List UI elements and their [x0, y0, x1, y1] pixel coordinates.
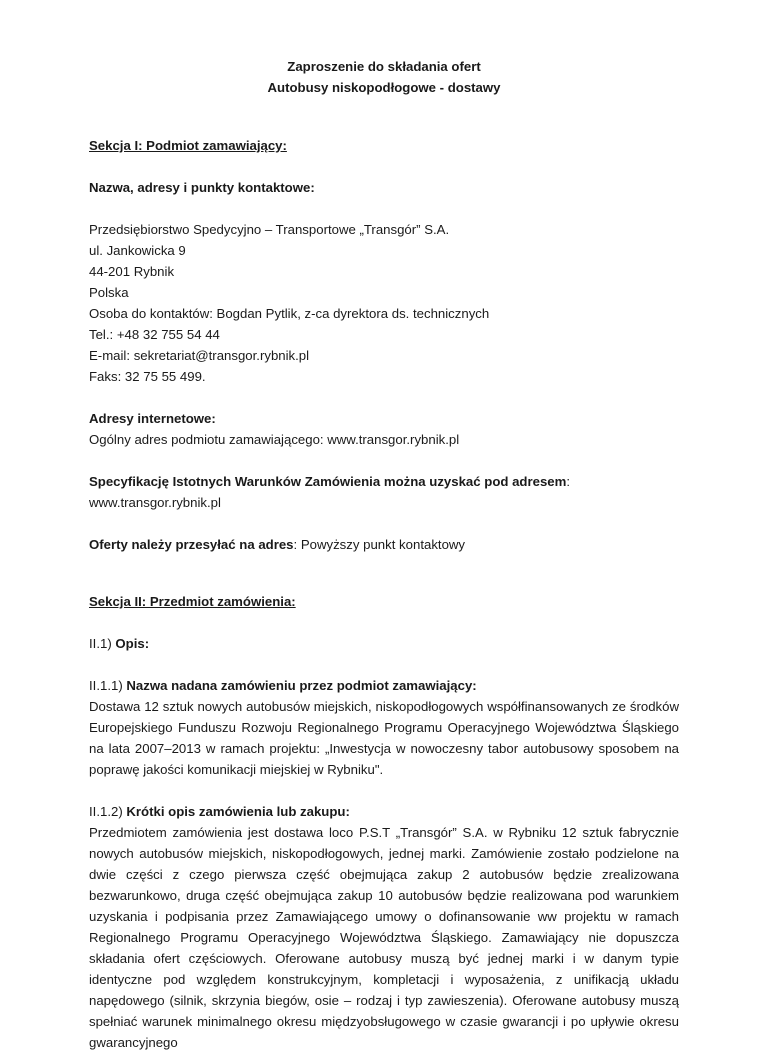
- contacts-heading: Nazwa, adresy i punkty kontaktowe:: [89, 180, 315, 195]
- opis-label: Opis:: [115, 636, 150, 651]
- document-body: [89, 56, 679, 1053]
- desc-number: II.1.2): [89, 804, 127, 819]
- address-line: 44-201 Rybnik: [89, 264, 175, 279]
- internet-text: Ogólny adres podmiotu zamawiającego: www.transgor.rybnik.pl: [89, 432, 460, 447]
- desc-heading-line: [89, 801, 679, 822]
- title-line-2: Autobusy niskopodłogowe - dostawy: [267, 80, 501, 95]
- siwz-value: : www.transgor.rybnik.pl: [89, 474, 571, 510]
- section-1-heading: Sekcja I: Podmiot zamawiający:: [89, 138, 287, 153]
- name-label: Nazwa nadana zamówieniu przez podmiot zamawiający:: [126, 678, 477, 693]
- address-line: ul. Jankowicka 9: [89, 243, 186, 258]
- opis-number: II.1): [89, 636, 116, 651]
- section-2-heading: Sekcja II: Przedmiot zamówienia:: [89, 594, 296, 609]
- address-line: Polska: [89, 285, 129, 300]
- desc-label: Krótki opis zamówienia lub zakupu:: [126, 804, 350, 819]
- contact-address-block: [89, 219, 679, 387]
- offers-value: : Powyższy punkt kontaktowy: [293, 537, 466, 552]
- siwz-label: Specyfikację Istotnych Warunków Zamówienia można uzyskać pod adresem: [89, 474, 567, 489]
- opis-line: [89, 633, 679, 654]
- name-paragraph: Dostawa 12 sztuk nowych autobusów miejskich, niskopodłogowych współfinansowanych ze środków Europejskiego Funduszu Rozwoju Regionalnego Programu Operacyjnego Województwa Śląskiego na lata 2007–2013 w ramach projektu: „Inwestycja w nowoczesny tabor autobusowy sposobem na poprawę jakości komunikacji miejskiej w Rybniku".: [89, 699, 679, 777]
- address-line: Przedsiębiorstwo Spedycyjno – Transportowe „Transgór” S.A.: [89, 222, 450, 237]
- address-line: Tel.: +48 32 755 54 44: [89, 327, 220, 342]
- document-title: [89, 56, 679, 98]
- name-number: II.1.1): [89, 678, 127, 693]
- desc-paragraph: Przedmiotem zamówienia jest dostawa loco P.S.T „Transgór” S.A. w Rybniku 12 sztuk fabrycznie nowych autobusów miejskich, niskopodłogowych, jednej marki. Zamówienie zostało podzielone na dwie części z czego pierwsza część obejmująca zakup 2 autobusów będzie zrealizowana bezwarunkowo, druga część obejmująca zakup 10 autobusów będzie realizowana pod warunkiem uzyskania i podpisania przez Zamawiającego umowy o dofinansowanie ww projektu w ramach Regionalnego Programu Operacyjnego Województwa Śląskiego. Zamawiający nie dopuszcza składania ofert częściowych. Oferowane autobusy muszą być jednej marki i w danym typie identyczne pod względem konstrukcyjnym, kompletacji i wyposażenia, z unifikacją układu napędowego (silnik, skrzynia biegów, osie – rodzaj i typ zawieszenia). Oferowane autobusy muszą spełniać warunek minimalnego okresu międzyobsługowego w czasie gwarancji i po upływie okresu gwarancyjnego: [89, 825, 679, 1050]
- siwz-line: [89, 471, 679, 513]
- title-line-1: Zaproszenie do składania ofert: [287, 59, 481, 74]
- offers-label: Oferty należy przesyłać na adres: [89, 537, 294, 552]
- name-heading-line: [89, 675, 679, 696]
- address-line: E-mail: sekretariat@transgor.rybnik.pl: [89, 348, 310, 363]
- address-line: Faks: 32 75 55 499.: [89, 369, 206, 384]
- internet-heading: Adresy internetowe:: [89, 411, 216, 426]
- offers-line: [89, 534, 679, 555]
- address-line: Osoba do kontaktów: Bogdan Pytlik, z-ca dyrektora ds. technicznych: [89, 306, 490, 321]
